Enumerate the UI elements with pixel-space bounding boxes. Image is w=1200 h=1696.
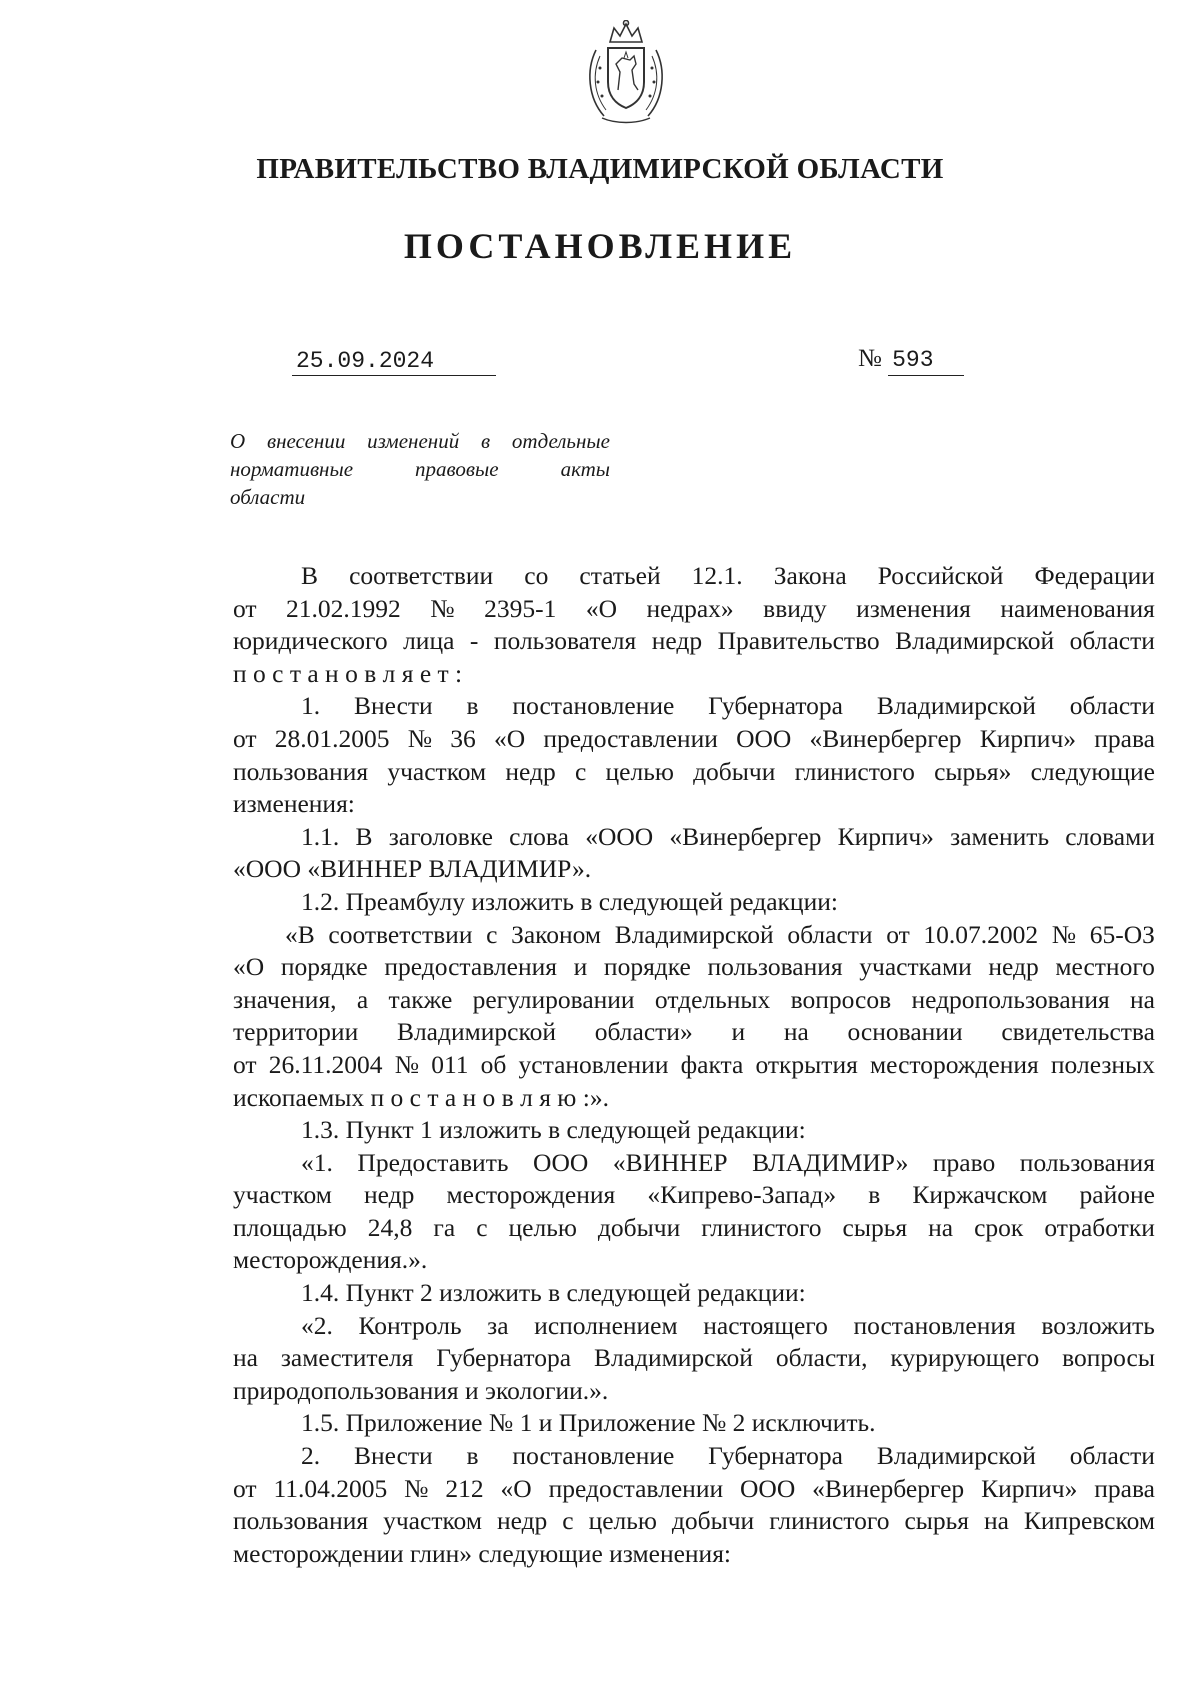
body-line: месторождения.». <box>233 1245 428 1275</box>
subject-line: О внесении изменений в отдельные <box>230 429 610 453</box>
body-line: изменения: <box>233 789 355 819</box>
body-line: от 26.11.2004 № 011 об установлении факта открытия месторождения полезных <box>233 1049 1155 1079</box>
body-line: месторождении глин» следующие изменения: <box>233 1538 732 1568</box>
body-line: от 11.04.2005 № 212 «О предоставлении ООО «Винербергер Кирпич» права <box>233 1473 1155 1503</box>
body-line: «В соответствии с Законом Владимирской области от 10.07.2002 № 65-ОЗ <box>285 919 1155 949</box>
document-date: 25.09.2024 <box>292 347 496 376</box>
body-line: пользования участком недр с целью добычи глинистого сырья на Кипревском <box>233 1506 1155 1536</box>
number-value: 593 <box>888 345 964 376</box>
body-line: 2. Внести в постановление Губернатора Владимирской области <box>301 1441 1155 1471</box>
organization-name: ПРАВИТЕЛЬСТВО ВЛАДИМИРСКОЙ ОБЛАСТИ <box>256 153 944 185</box>
body-line: 1.2. Преамбулу изложить в следующей редакции: <box>301 886 838 916</box>
body-line: значения, а также регулировании отдельных вопросов недропользования на <box>233 984 1155 1014</box>
document-number <box>858 344 964 376</box>
body-line: п о с т а н о в л я е т : <box>233 658 463 688</box>
number-sign: № <box>858 345 882 372</box>
body-line: площадью 24,8 га с целью добычи глинистого сырья на срок отработки <box>233 1212 1155 1242</box>
subject-line: области <box>230 485 306 509</box>
body-line: юридического лица - пользователя недр Правительство Владимирской области <box>233 626 1155 656</box>
body-line: 1.4. Пункт 2 изложить в следующей редакции: <box>301 1278 806 1308</box>
body-line: природопользования и экологии.». <box>233 1375 609 1405</box>
body-line: 1.1. В заголовке слова «ООО «Винербергер Кирпич» заменить словами <box>301 821 1155 851</box>
body-line: 1. Внести в постановление Губернатора Владимирской области <box>301 691 1155 721</box>
subject-line: нормативные правовые акты <box>230 457 610 481</box>
body-line: пользования участком недр с целью добычи глинистого сырья» следующие <box>233 756 1155 786</box>
body-line: В соответствии со статьей 12.1. Закона Российской Федерации <box>301 561 1155 590</box>
document-body <box>233 560 1155 1570</box>
body-line: 1.5. Приложение № 1 и Приложение № 2 исключить. <box>301 1408 876 1438</box>
coat-of-arms-emblem-icon <box>580 20 672 126</box>
body-line: «О порядке предоставления и порядке пользования участками недр местного <box>233 952 1155 982</box>
body-line: территории Владимирской области» и на основании свидетельства <box>233 1017 1155 1047</box>
body-line: «1. Предоставить ООО «ВИННЕР ВЛАДИМИР» право пользования <box>301 1147 1155 1177</box>
document-type-title: ПОСТАНОВЛЕНИЕ <box>403 226 797 266</box>
body-line: «ООО «ВИННЕР ВЛАДИМИР». <box>233 854 592 884</box>
body-line: ископаемых п о с т а н о в л я ю :». <box>233 1082 609 1112</box>
document-subject <box>230 427 610 511</box>
body-line: участком недр месторождения «Кипрево-Запад» в Киржачском районе <box>233 1180 1155 1210</box>
body-line: «2. Контроль за исполнением настоящего постановления возложить <box>301 1310 1155 1340</box>
body-line: от 21.02.1992 № 2395-1 «О недрах» ввиду изменения наименования <box>233 593 1155 623</box>
body-line: от 28.01.2005 № 36 «О предоставлении ООО «Винербергер Кирпич» права <box>233 723 1155 753</box>
body-line: на заместителя Губернатора Владимирской области, курирующего вопросы <box>233 1343 1155 1373</box>
body-line: 1.3. Пункт 1 изложить в следующей редакции: <box>301 1115 806 1145</box>
